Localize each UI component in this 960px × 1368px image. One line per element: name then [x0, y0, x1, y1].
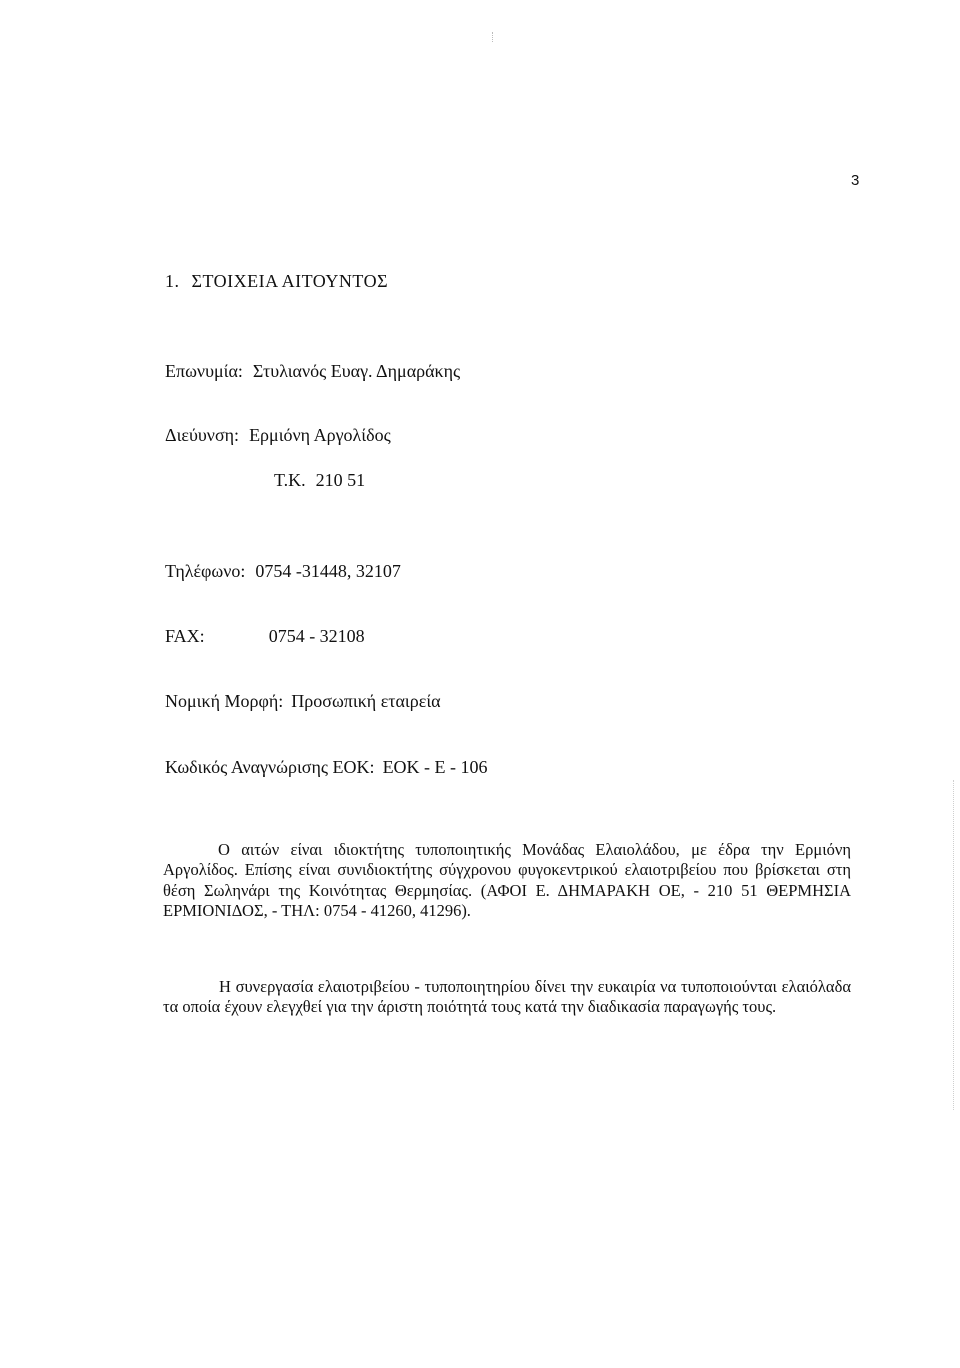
field-eok-code [165, 757, 488, 778]
scan-margin-dots [951, 780, 954, 1110]
field-fax-value: 0754 - 32108 [268, 626, 365, 646]
field-legal-form [165, 691, 441, 712]
field-postal-label: Τ.Κ. [274, 470, 306, 490]
section-number: 1. [165, 271, 180, 291]
field-fax [165, 626, 365, 647]
field-name-value: Στυλιανός Ευαγ. Δημαράκης [252, 361, 461, 381]
field-phone [165, 561, 401, 582]
field-legal-form-value: Προσωπική εταιρεία [291, 691, 441, 711]
field-name [165, 361, 460, 382]
field-postal-value: 210 51 [315, 470, 366, 490]
field-address-label: Διεύυνση: [165, 425, 240, 445]
paragraph-owner-description: Ο αιτών είναι ιδιοκτήτης τυποποιητικής Μονάδας Ελαιολάδου, με έδρα την Ερμιόνη Αργολίδος. Επίσης είναι συνιδιοκτήτης σύγχρονου φυγοκεντρικού ελαιοτριβείου που βρίσκεται στη θέση Σωληνάρι της Κοινότητας Θερμησίας. (ΑΦΟΙ Ε. ΔΗΜΑΡΑΚΗ ΟΕ, - 210 51 ΘΕΡΜΗΣΙΑ ΕΡΜΙΟΝΙΔΟΣ, - ΤΗΛ: 0754 - 41260, 41296). [163, 839, 851, 920]
paragraph-cooperation: Η συνεργασία ελαιοτριβείου - τυποποιητηρίου δίνει την ευκαιρία να τυποποιούνται ελαιόλαδα τα οποία έχουν ελεγχθεί για την άριστη ποιότητά τους κατά την διαδικασία παραγωγής τους. [163, 976, 851, 1016]
field-address [165, 425, 391, 446]
field-eok-code-value: ΕΟΚ - Ε - 106 [382, 757, 488, 777]
field-fax-label: FAX: [165, 626, 205, 646]
field-name-label: Επωνυμία: [165, 361, 243, 381]
field-eok-code-label: Κωδικός Αναγνώρισης ΕΟΚ: [165, 757, 375, 777]
field-postal [274, 470, 365, 491]
field-address-value: Ερμιόνη Αργολίδος [249, 425, 391, 445]
section-heading [165, 271, 388, 292]
scan-mark [492, 32, 496, 42]
field-legal-form-label: Νομική Μορφή: [165, 691, 284, 711]
field-phone-label: Τηλέφωνο: [165, 561, 246, 581]
page-number: 3 [851, 172, 860, 189]
section-title: ΣΤΟΙΧΕΙΑ ΑΙΤΟΥΝΤΟΣ [191, 271, 389, 291]
field-phone-value: 0754 -31448, 32107 [255, 561, 401, 581]
